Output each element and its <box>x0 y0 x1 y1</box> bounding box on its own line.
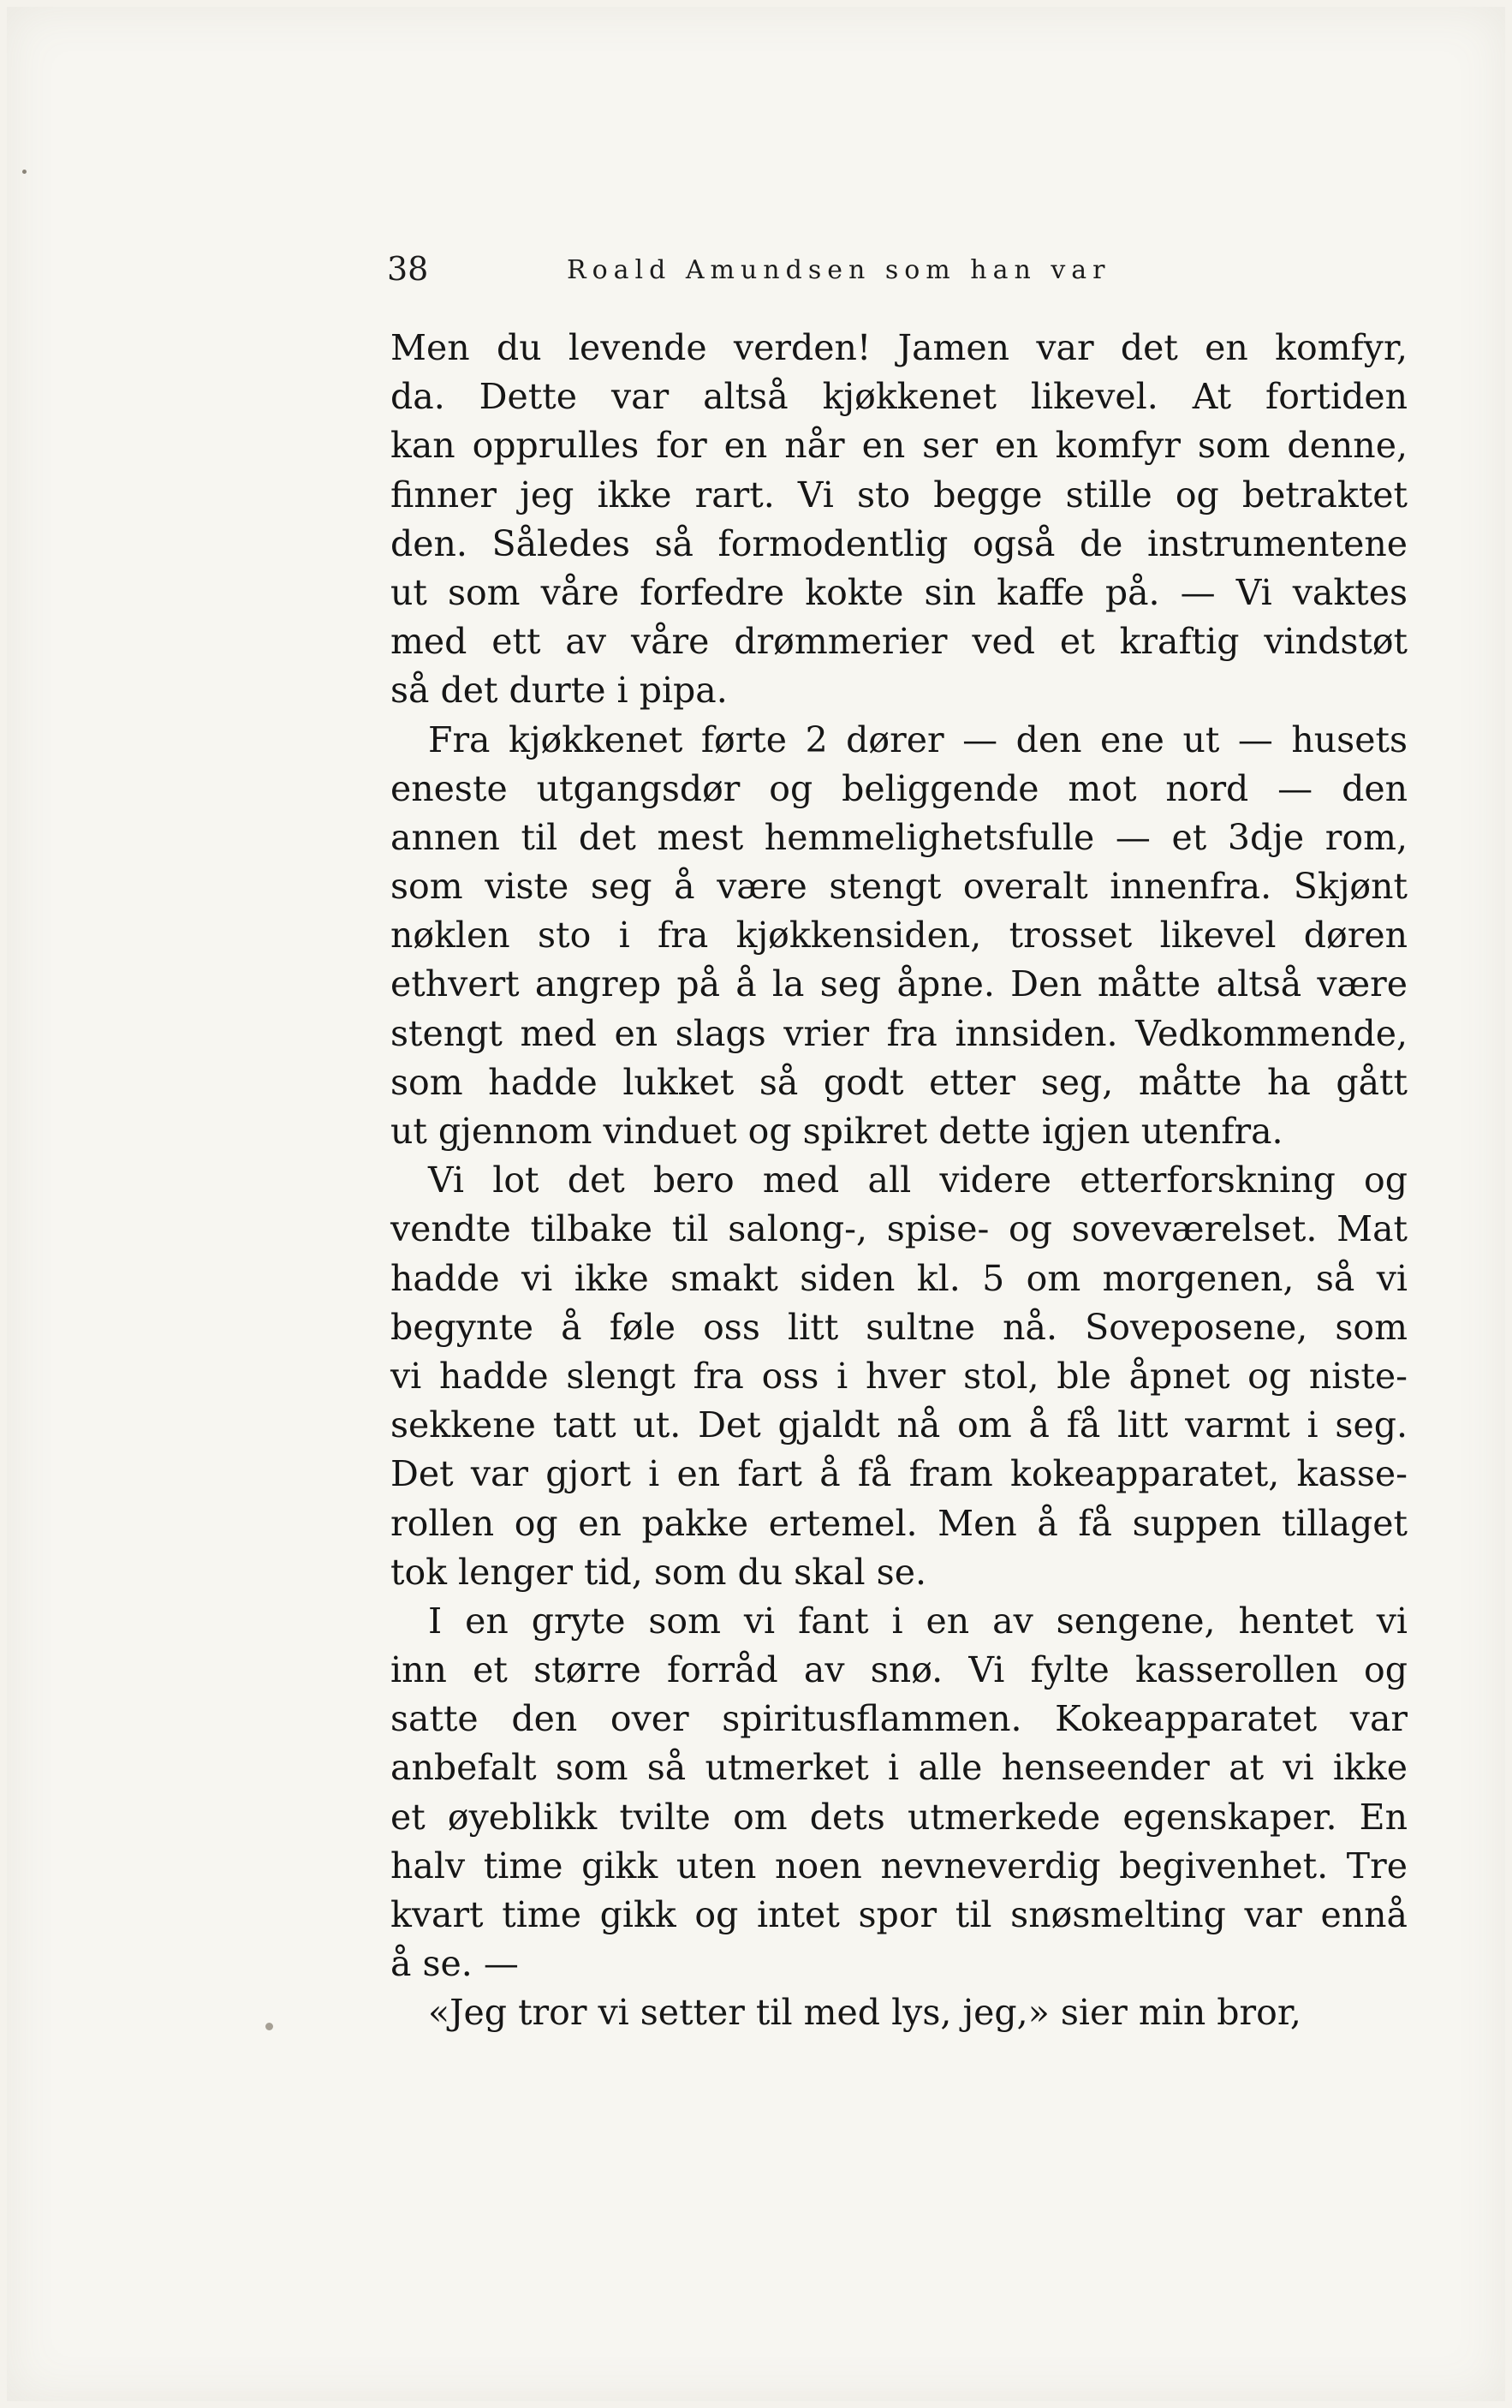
text-line: den. Således så formodentlig også de instrumentene <box>390 522 1408 564</box>
paragraph <box>390 1156 1408 1597</box>
text-line: vendte tilbake til salong-, spise- og soveværelset. Mat <box>390 1208 1408 1250</box>
text-line: å se. — <box>390 1943 519 1985</box>
text-line: ethvert angrep på å la seg åpne. Den måtte altså være <box>390 963 1408 1005</box>
text-line: nøklen sto i fra kjøkkensiden, trosset likevel døren <box>390 915 1408 957</box>
text-line: tok lenger tid, som du skal se. <box>390 1551 926 1593</box>
text-line: som hadde lukket så godt etter seg, måtte ha gått <box>390 1061 1408 1103</box>
text-line: begynte å føle oss litt sultne nå. Soveposene, som <box>390 1306 1408 1348</box>
text-line: hadde vi ikke smakt siden kl. 5 om morgenen, så vi <box>390 1257 1408 1299</box>
paper-speck <box>22 170 27 174</box>
text-line: som viste seg å være stengt overalt innenfra. Skjønt <box>390 866 1408 908</box>
text-line: satte den over spiritusflammen. Kokeapparatet var <box>390 1698 1408 1740</box>
text-line: sekkene tatt ut. Det gjaldt nå om å få litt varmt i seg. <box>390 1404 1408 1446</box>
text-line: «Jeg tror vi setter til med lys, jeg,» sier min bror, <box>428 1992 1301 2034</box>
paragraph <box>390 1597 1408 1989</box>
text-line: med ett av våre drømmerier ved et kraftig vindstøt <box>390 621 1408 663</box>
text-line: et øyeblikk tvilte om dets utmerkede egenskaper. En <box>390 1796 1408 1838</box>
text-line: halv time gikk uten noen nevneverdig begivenhet. Tre <box>390 1845 1408 1886</box>
text-line: kvart time gikk og intet spor til snøsmelting var ennå <box>390 1894 1408 1935</box>
page-header <box>387 250 1414 301</box>
book-page <box>7 7 1505 2401</box>
paragraph <box>390 1988 1408 2037</box>
text-line: ut gjennom vinduet og spikret dette igjen utenfra. <box>390 1111 1283 1152</box>
paragraph <box>390 716 1408 1157</box>
text-line: Det var gjort i en fart å få fram kokeapparatet, kasse- <box>390 1453 1408 1495</box>
text-line: da. Dette var altså kjøkkenet likevel. At fortiden <box>390 376 1408 418</box>
text-line: eneste utgangsdør og beliggende mot nord — den <box>390 767 1408 809</box>
text-line: annen til det mest hemmelighetsfulle — et 3dje rom, <box>390 816 1408 858</box>
text-line: anbefalt som så utmerket i alle henseender at vi ikke <box>390 1747 1408 1789</box>
text-line: Fra kjøkkenet førte 2 dører — den ene ut — husets <box>428 718 1408 760</box>
text-line: I en gryte som vi fant i en av sengene, hentet vi <box>428 1600 1408 1642</box>
text-line: finner jeg ikke rart. Vi sto begge stille og betraktet <box>390 474 1408 516</box>
paper-speck <box>265 2023 273 2030</box>
running-title: Roald Amundsen som han var <box>567 255 1111 285</box>
text-line: ut som våre forfedre kokte sin kaffe på. — Vi vaktes <box>390 571 1408 613</box>
text-line: så det durte i pipa. <box>390 670 728 712</box>
page-number: 38 <box>387 250 429 288</box>
paragraph <box>390 324 1408 716</box>
text-line: rollen og en pakke ertemel. Men å få suppen tillaget <box>390 1502 1408 1544</box>
text-line: inn et større forråd av snø. Vi fylte kasserollen og <box>390 1649 1408 1691</box>
text-line: stengt med en slags vrier fra innsiden. Vedkommende, <box>390 1012 1408 1054</box>
text-line: kan opprulles for en når en ser en komfyr som denne, <box>390 425 1408 467</box>
text-line: Men du levende verden! Jamen var det en komfyr, <box>390 327 1408 368</box>
body-text <box>390 324 1408 2038</box>
text-line: Vi lot det bero med all videre etterforskning og <box>428 1159 1408 1201</box>
text-line: vi hadde slengt fra oss i hver stol, ble åpnet og niste- <box>390 1355 1408 1397</box>
